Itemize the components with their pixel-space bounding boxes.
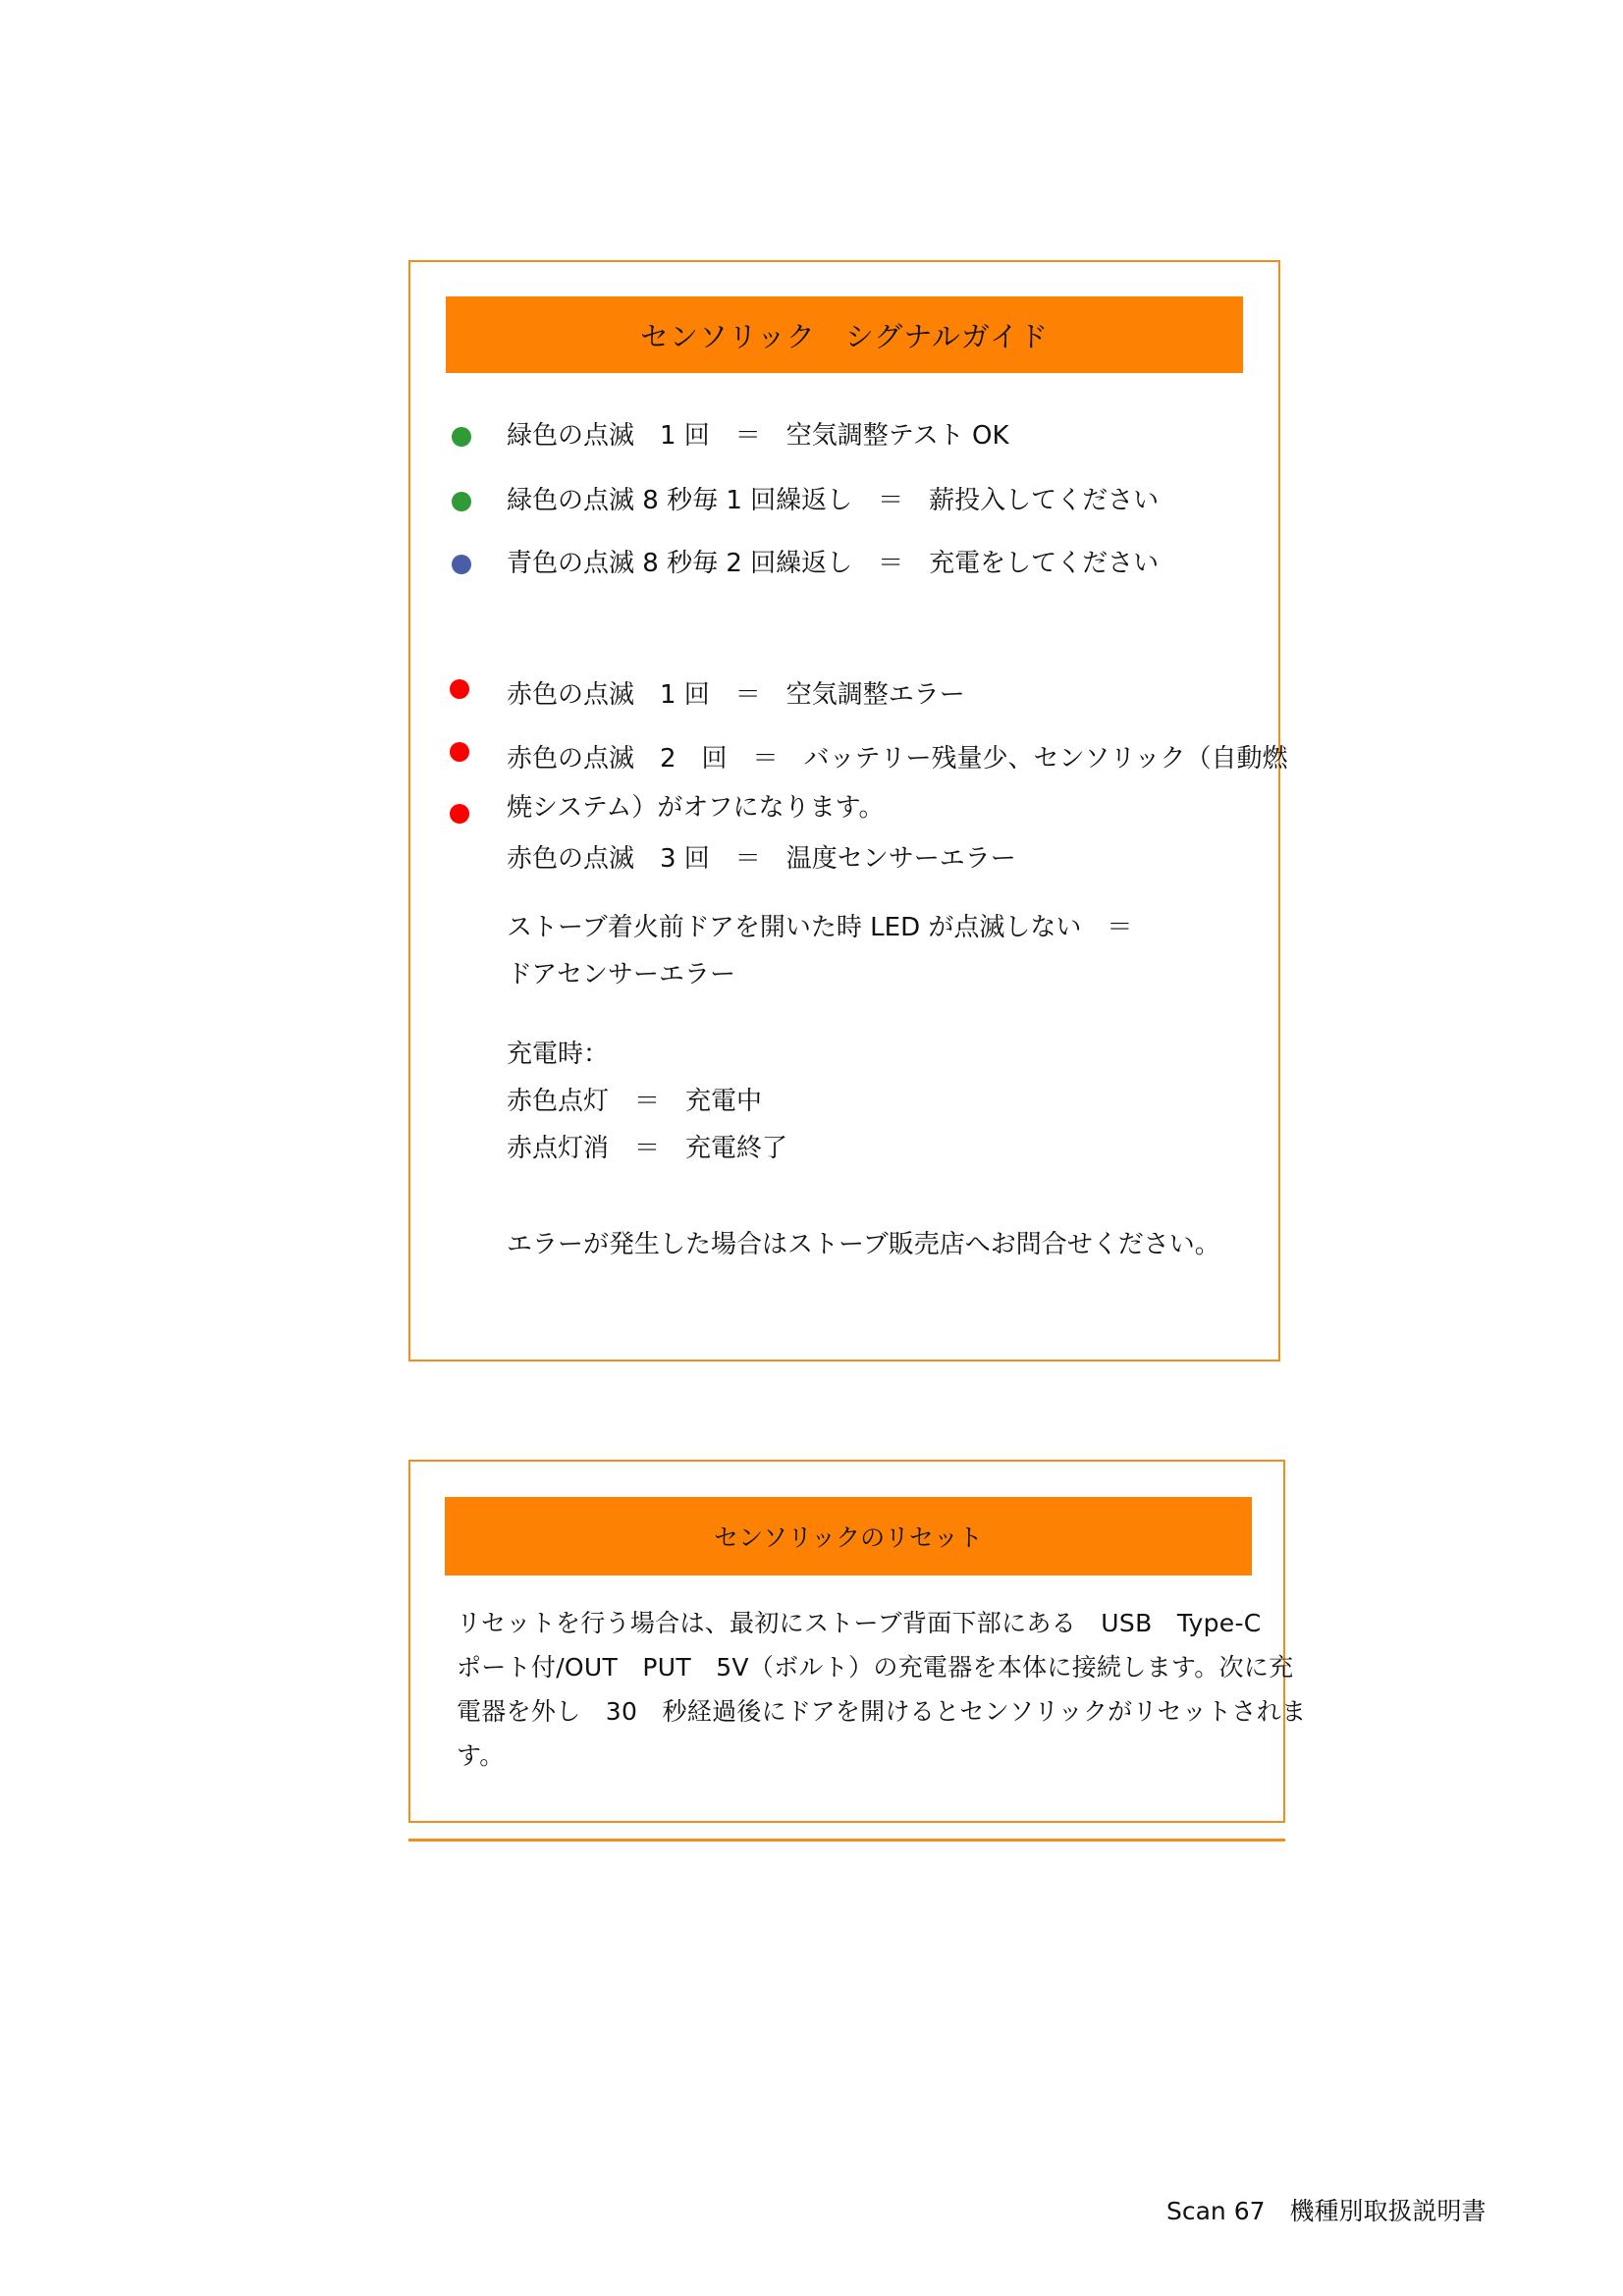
signal-guide-box: [408, 260, 1288, 1362]
signal-line: 充電時：: [507, 1040, 610, 1069]
signal-line: ストーブ着火前ドアを開いた時 LED が点滅しない ＝: [507, 913, 1133, 942]
signal-line: 青色の点滅 8 秒毎 2 回繰返し ＝ 充電をしてください: [507, 549, 1160, 578]
page-footer: Scan 67 機種別取扱説明書: [1166, 2197, 1487, 2225]
signal-line: 赤色の点滅 2 回 ＝ バッテリー残量少、センソリック（自動燃: [507, 744, 1288, 774]
green-dot-icon: [452, 492, 471, 511]
signal-line: 赤色の点滅 1 回 ＝ 空気調整エラー: [507, 680, 965, 710]
signal-line: 赤色点灯 ＝ 充電中: [507, 1087, 763, 1116]
red-dot-icon: [450, 679, 469, 699]
green-dot-icon: [452, 427, 471, 447]
reset-paragraph: [457, 1601, 1307, 1778]
signal-line: 焼システム）がオフになります。: [507, 793, 885, 823]
reset-title: センソリックのリセット: [445, 1497, 1252, 1575]
signal-line: 緑色の点滅 1 回 ＝ 空気調整テスト OK: [507, 421, 1009, 451]
reset-line: ポート付/OUT PUT 5V（ボルト）の充電器を本体に接続します。次に充: [457, 1653, 1294, 1682]
reset-line: 電器を外し 30 秒経過後にドアを開けるとセンソリックがリセットされま: [457, 1697, 1307, 1726]
signal-guide-title: センソリック シグナルガイド: [446, 296, 1243, 373]
reset-line: リセットを行う場合は、最初にストーブ背面下部にある USB Type-C: [457, 1609, 1262, 1637]
signal-line: エラーが発生した場合はストーブ販売店へお問合せください。: [507, 1230, 1220, 1259]
blue-dot-icon: [452, 555, 471, 574]
signal-line: 赤点灯消 ＝ 充電終了: [507, 1134, 788, 1163]
signal-line: 緑色の点滅 8 秒毎 1 回繰返し ＝ 薪投入してください: [507, 486, 1160, 515]
bottom-divider: [408, 1839, 1285, 1842]
reset-line: す。: [457, 1741, 505, 1770]
signal-line: 赤色の点滅 3 回 ＝ 温度センサーエラー: [507, 844, 1016, 874]
signal-line: ドアセンサーエラー: [507, 960, 735, 989]
reset-box: [408, 1460, 1307, 1823]
red-dot-icon: [450, 804, 469, 824]
red-dot-icon: [450, 742, 469, 762]
